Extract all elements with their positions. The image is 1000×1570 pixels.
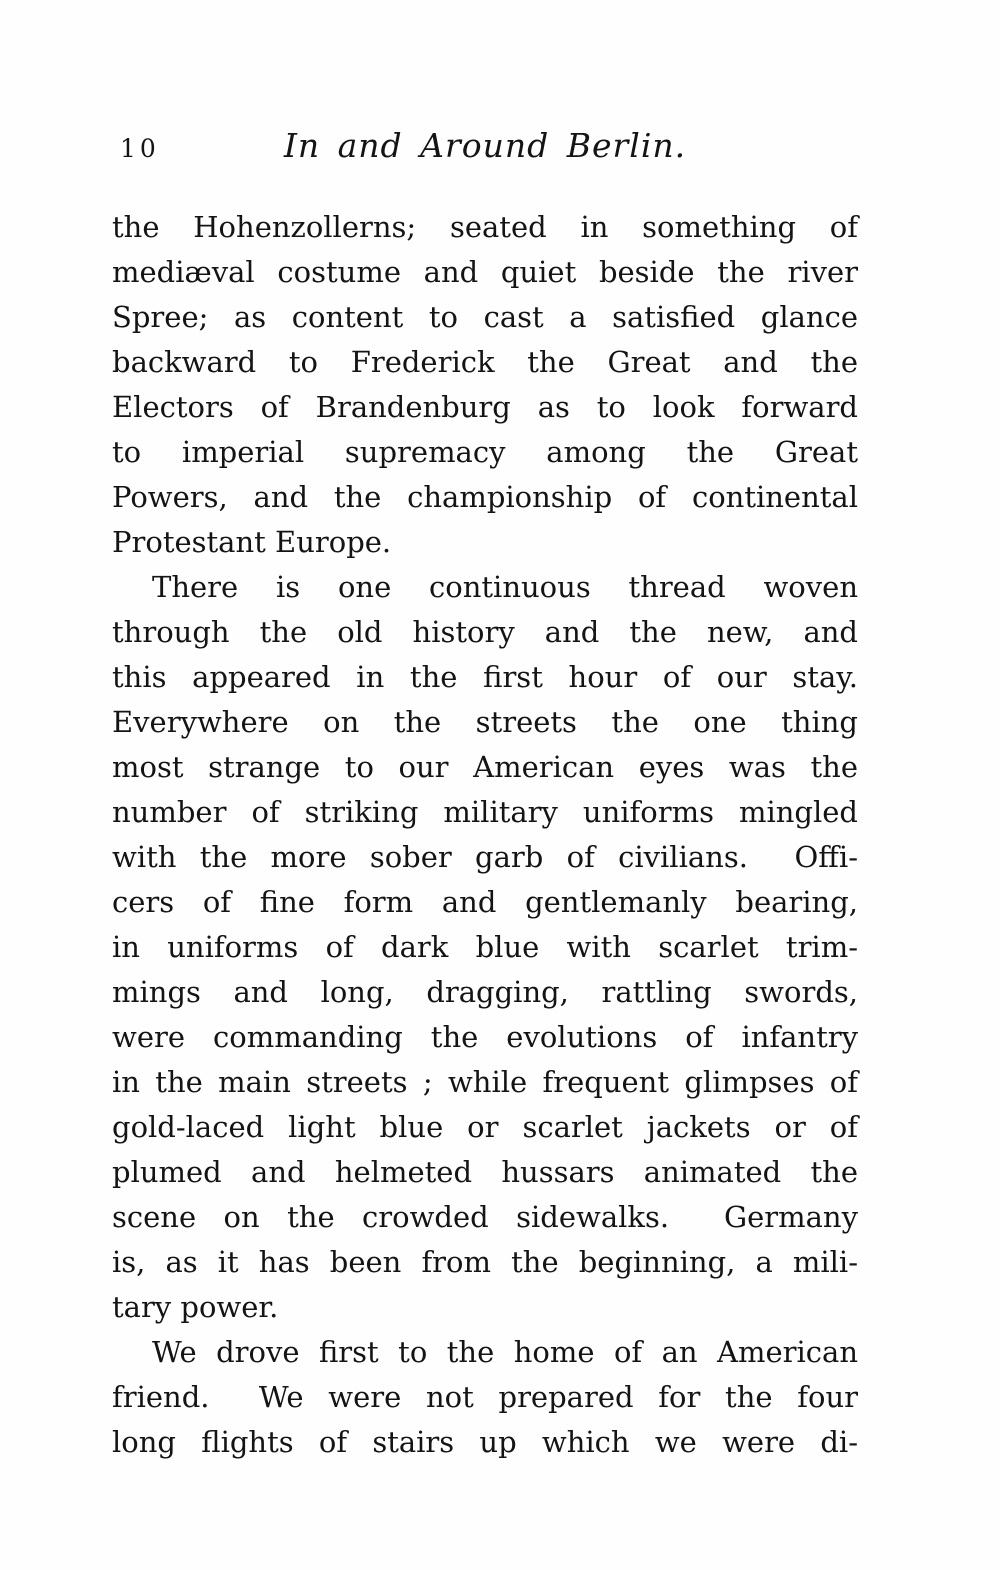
running-title: In and Around Berlin.	[283, 126, 687, 165]
text-line: this appeared in the first hour of our stay.	[112, 660, 858, 694]
text-line: gold-laced light blue or scarlet jackets or of	[112, 1110, 858, 1144]
text-line: Spree; as content to cast a satisfied glance	[112, 300, 858, 334]
text-line: plumed and helmeted hussars animated the	[112, 1155, 858, 1189]
text-line: through the old history and the new, and	[112, 615, 858, 649]
body-text	[112, 205, 858, 1465]
text-line: friend. We were not prepared for the four	[112, 1380, 858, 1414]
text-line: Protestant Europe.	[112, 525, 392, 559]
text-line: Powers, and the championship of continental	[112, 480, 858, 514]
text-line: mediæval costume and quiet beside the river	[112, 255, 858, 289]
text-line: were commanding the evolutions of infantry	[112, 1020, 858, 1054]
text-line: most strange to our American eyes was the	[112, 750, 858, 784]
text-line: with the more sober garb of civilians. Offi-	[112, 840, 858, 874]
text-line: backward to Frederick the Great and the	[112, 345, 858, 379]
paragraph	[112, 565, 858, 1330]
text-line: the Hohenzollerns; seated in something of	[112, 210, 858, 244]
running-header	[112, 126, 858, 172]
text-line: Everywhere on the streets the one thing	[112, 705, 858, 739]
text-line: in the main streets ; while frequent glimpses of	[112, 1065, 858, 1099]
text-line: cers of fine form and gentlemanly bearing,	[112, 885, 858, 919]
text-line: to imperial supremacy among the Great	[112, 435, 858, 469]
text-line: is, as it has been from the beginning, a mili-	[112, 1245, 858, 1279]
text-line: long flights of stairs up which we were di-	[112, 1425, 858, 1459]
page-number: 10	[120, 134, 160, 163]
text-line: There is one continuous thread woven	[152, 570, 858, 604]
text-line: tary power.	[112, 1290, 279, 1324]
paragraph	[112, 205, 858, 565]
text-line: We drove first to the home of an American	[152, 1335, 858, 1369]
text-line: Electors of Brandenburg as to look forward	[112, 390, 858, 424]
paragraph	[112, 1330, 858, 1465]
text-line: scene on the crowded sidewalks. Germany	[112, 1200, 858, 1234]
text-line: number of striking military uniforms mingled	[112, 795, 858, 829]
text-line: in uniforms of dark blue with scarlet trim-	[112, 930, 858, 964]
text-line: mings and long, dragging, rattling swords,	[112, 975, 858, 1009]
